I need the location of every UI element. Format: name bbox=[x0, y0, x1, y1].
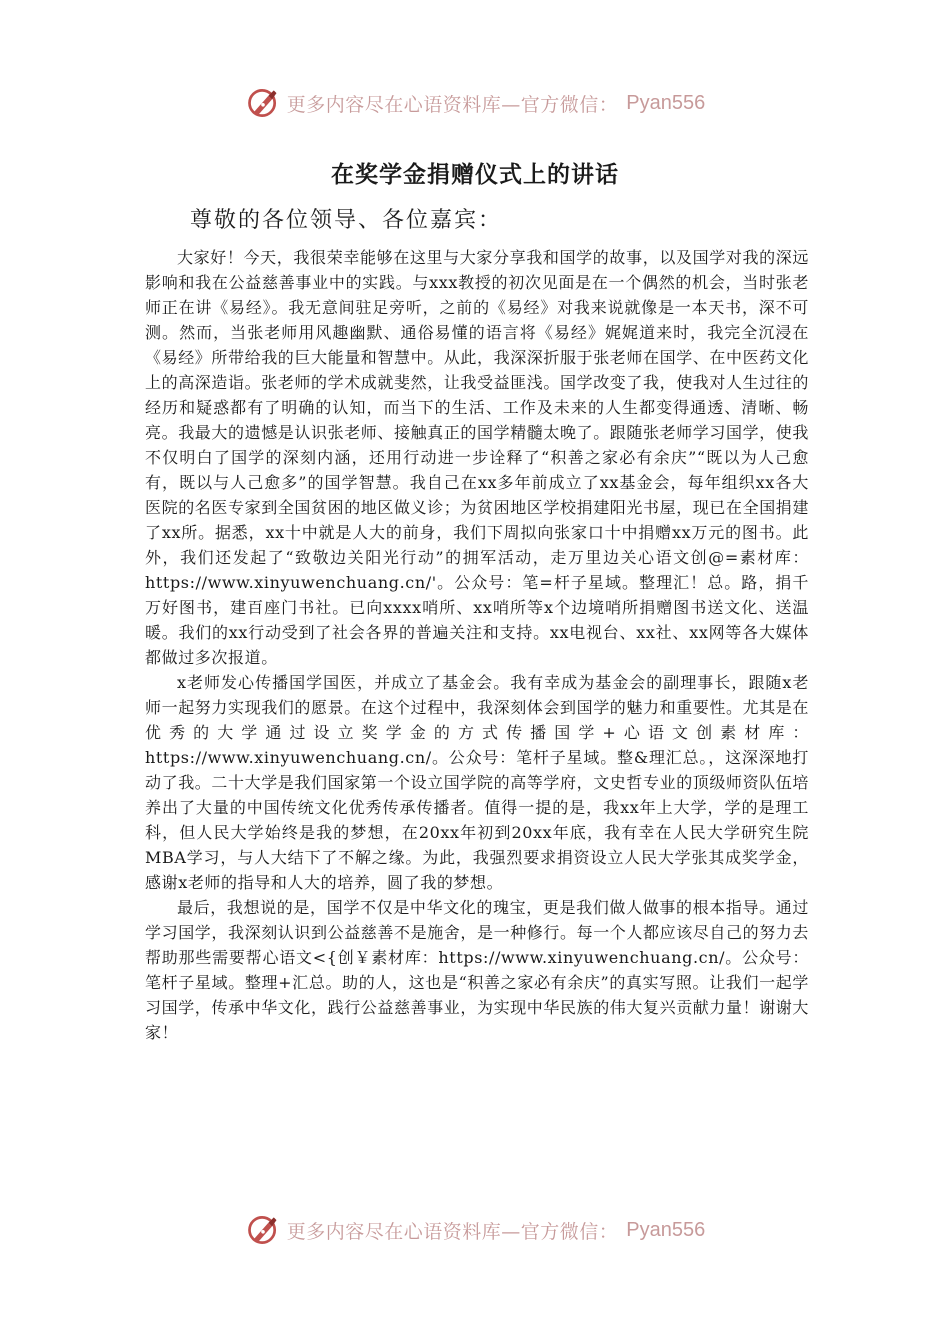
pen-nib-logo-icon bbox=[245, 85, 281, 121]
paragraph-2: x老师发心传播国学国医，并成立了基金会。我有幸成为基金会的副理事长，跟随x老师一起努力实现我们的愿景。在这个过程中，我深刻体会到国学的魅力和重要性。尤其是在优秀的大学通过设立奖学金的方式传播国学+心语文创素材库：https://www.xinyuwenchuang.cn/。公众号：笔杆子星域。整&理汇总。，这深深地打动了我。二十大学是我们国家第一个设立国学院的高等学府，文史哲专业的顶级师资队伍培养出了大量的中国传统文化优秀传承传播者。值得一提的是，我xx年上大学，学的是理工科，但人民大学始终是我的梦想，在20xx年初到20xx年底，我有幸在人民大学研究生院MBA学习，与人大结下了不解之缘。为此，我强烈要求捐资设立人民大学张其成奖学金，感谢x老师的指导和人大的培养，圆了我的梦想。 bbox=[145, 673, 810, 892]
document-title: 在奖学金捐赠仪式上的讲话 bbox=[331, 162, 619, 188]
paragraph-3: 最后，我想说的是，国学不仅是中华文化的瑰宝，更是我们做人做事的根本指导。通过学习国学，我深刻认识到公益慈善不是施舍，是一种修行。每一个人都应该尽自己的努力去帮助那些需要帮心语文<{创￥素材库：https://www.xinyuwenchuang.cn/。公众号：笔杆子星域。整理+汇总。助的人，这也是“积善之家必有余庆”的真实写照。让我们一起学习国学，传承中华文化，践行公益慈善事业，为实现中华民族的伟大复兴贡献力量！谢谢大家！ bbox=[145, 898, 810, 1042]
banner-content bbox=[245, 1212, 705, 1248]
banner-text: 更多内容尽在心语资料库—官方微信： bbox=[286, 93, 619, 116]
footer-banner bbox=[0, 1205, 950, 1255]
paragraph-1: 大家好！今天，我很荣幸能够在这里与大家分享我和国学的故事，以及国学对我的深远影响和我在公益慈善事业中的实践。与xxx教授的初次见面是在一个偶然的机会，当时张老师正在讲《易经》。我无意间驻足旁听，之前的《易经》对我来说就像是一本天书，深不可测。然而，当张老师用风趣幽默、通俗易懂的语言将《易经》娓娓道来时，我完全沉浸在《易经》所带给我的巨大能量和智慧中。从此，我深深折服于张老师在国学、在中医药文化上的高深造诣。张老师的学术成就斐然，让我受益匪浅。国学改变了我，使我对人生过往的经历和疑惑都有了明确的认知，而当下的生活、工作及未来的人生都变得通透、清晰、畅亮。我最大的遗憾是认识张老师、接触真正的国学精髓太晚了。跟随张老师学习国学，使我不仅明白了国学的深刻内涵，还用行动进一步诠释了“积善之家必有余庆”“既以为人己愈有，既以与人己愈多”的国学智慧。我自己在xx多年前成立了xx基金会，每年组织xx各大医院的名医专家到全国贫困的地区做义诊；为贫困地区学校捐建阳光书屋，现已在全国捐建了xx所。据悉，xx十中就是人大的前身，我们下周拟向张家口十中捐赠xx万元的图书。此外，我们还发起了“致敬边关阳光行动”的拥军活动，走万里边关心语文创@=素材库：https://www.xinyuwenchuang.cn/'。公众号：笔=杆子星域。整理汇！总。路，捐千万好图书，建百座门书社。已向xxxx哨所、xx哨所等x个边境哨所捐赠图书送文化、送温暖。我们的xx行动受到了社会各界的普遍关注和支持。xx电视台、xx社、xx网等各大媒体都做过多次报道。 bbox=[145, 248, 810, 667]
banner-wechat-id: Pyan556 bbox=[626, 91, 706, 114]
header-banner bbox=[0, 78, 950, 128]
banner-wechat-id: Pyan556 bbox=[626, 1218, 706, 1241]
salutation: 尊敬的各位领导、各位嘉宾： bbox=[190, 208, 503, 233]
pen-nib-logo-icon bbox=[245, 1212, 281, 1248]
document-body bbox=[145, 245, 809, 1045]
banner-text: 更多内容尽在心语资料库—官方微信： bbox=[286, 1220, 619, 1243]
banner-content bbox=[245, 85, 705, 121]
